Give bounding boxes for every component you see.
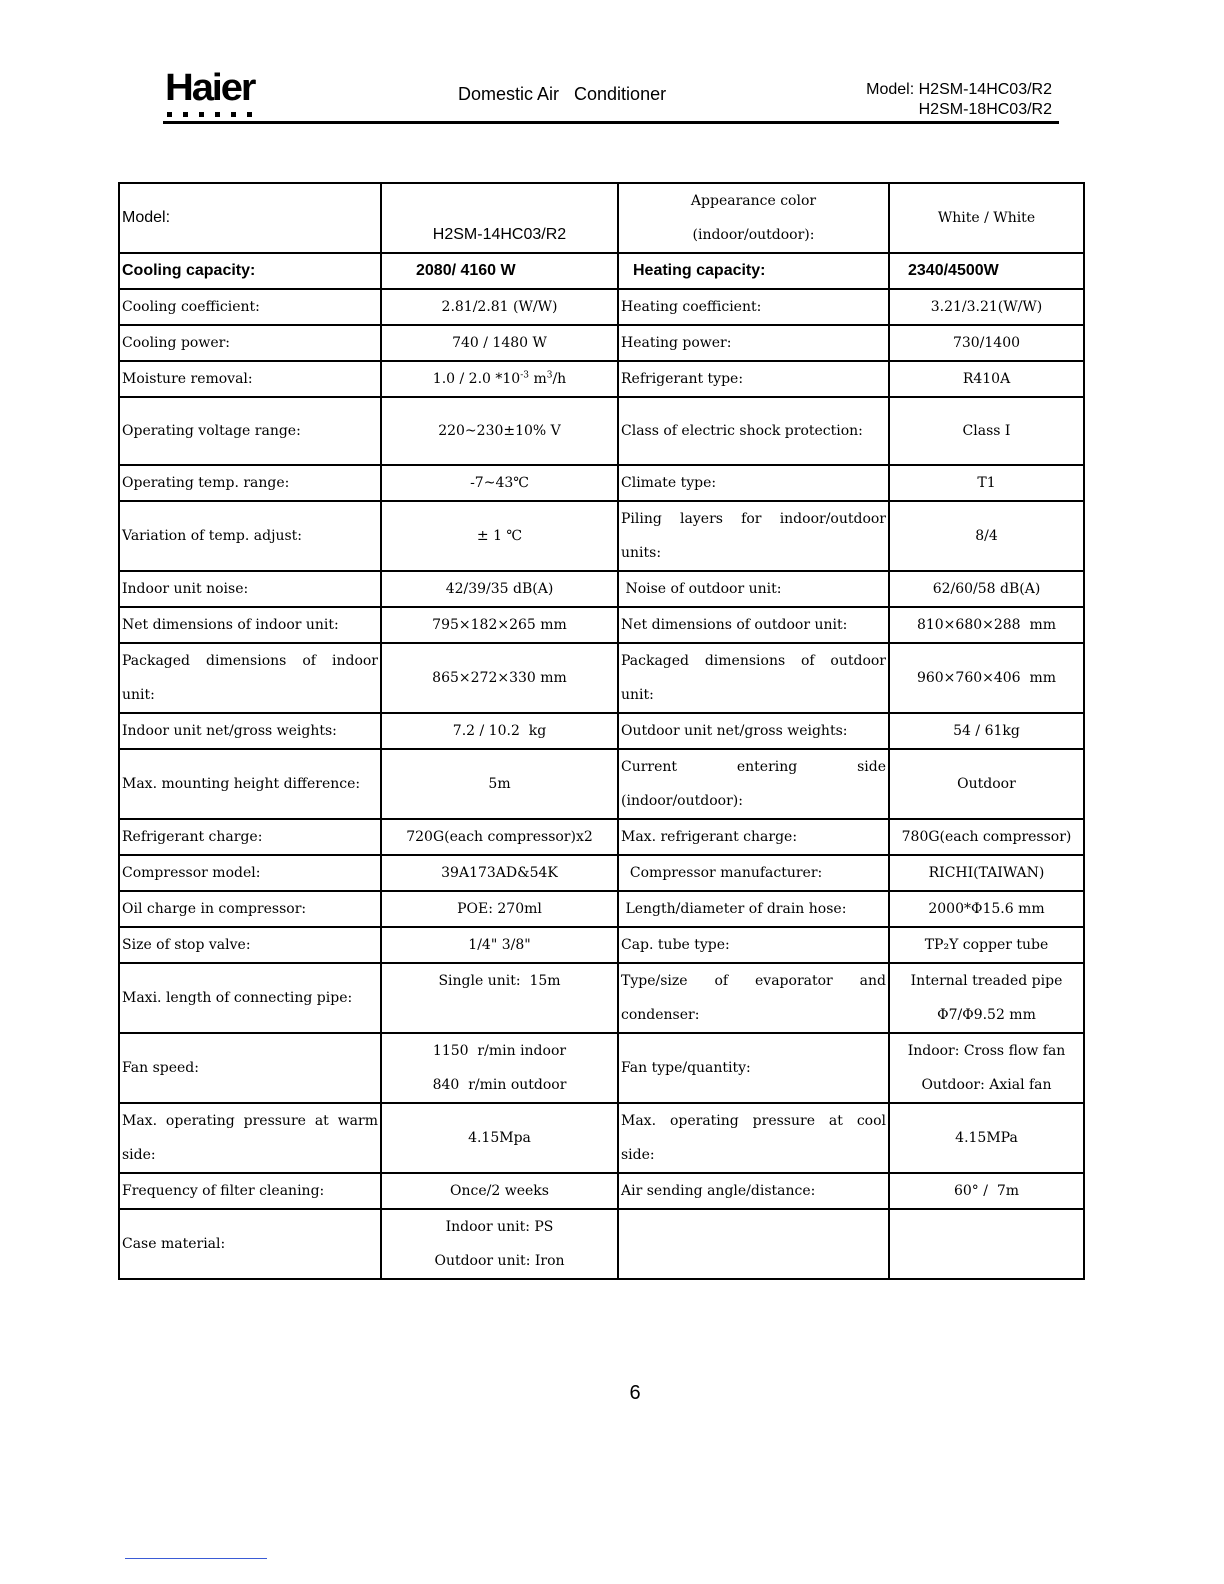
spec-value: R410A	[889, 361, 1084, 397]
spec-value: -7~43℃	[381, 465, 618, 501]
table-row	[119, 963, 1084, 1033]
table-row	[119, 571, 1084, 607]
table-row	[119, 325, 1084, 361]
table-row	[119, 501, 1084, 571]
spec-label: Packaged dimensions of indoor unit:	[119, 643, 381, 713]
page-header	[0, 0, 1224, 130]
spec-label: Operating voltage range:	[119, 397, 381, 465]
spec-value: 2340/4500W	[889, 253, 1084, 289]
spec-label: Refrigerant type:	[618, 361, 889, 397]
haier-logo	[165, 68, 285, 116]
spec-value-line: Internal treaded pipe	[910, 973, 1063, 989]
spec-label: Size of stop valve:	[119, 927, 381, 963]
table-row	[119, 1173, 1084, 1209]
spec-value	[381, 1209, 618, 1279]
table-row	[119, 361, 1084, 397]
spec-label: Cap. tube type:	[618, 927, 889, 963]
spec-value: Once/2 weeks	[381, 1173, 618, 1209]
spec-value: 220~230±10% V	[381, 397, 618, 465]
spec-value: 730/1400	[889, 325, 1084, 361]
spec-value: POE: 270ml	[381, 891, 618, 927]
spec-value: 780G(each compressor)	[889, 819, 1084, 855]
table-row	[119, 819, 1084, 855]
table-row	[119, 1103, 1084, 1173]
table-row	[119, 749, 1084, 819]
spec-label: Maxi. length of connecting pipe:	[119, 963, 381, 1033]
spec-value: 2000*Φ15.6 mm	[889, 891, 1084, 927]
moisture-unit: m	[529, 371, 547, 387]
spec-label-line: Appearance color	[690, 193, 817, 209]
spec-value: 4.15MPa	[889, 1103, 1084, 1173]
spec-label: Fan speed:	[119, 1033, 381, 1103]
spec-value: White / White	[889, 183, 1084, 253]
header-model-line-1: Model: H2SM-14HC03/R2	[866, 81, 1052, 98]
header-rule	[163, 121, 1059, 124]
spec-label: Max. refrigerant charge:	[618, 819, 889, 855]
spec-table	[118, 182, 1085, 1280]
spec-value: Outdoor	[889, 749, 1084, 819]
spec-label: Cooling power:	[119, 325, 381, 361]
spec-label: Piling layers for indoor/outdoor units:	[618, 501, 889, 571]
spec-value: 865×272×330 mm	[381, 643, 618, 713]
spec-label: Heating power:	[618, 325, 889, 361]
spec-value: 39A173AD&54K	[381, 855, 618, 891]
spec-label: Max. operating pressure at warm side:	[119, 1103, 381, 1173]
spec-label: Compressor model:	[119, 855, 381, 891]
header-model-line-2: H2SM-18HC03/R2	[918, 101, 1052, 118]
spec-value: Class I	[889, 397, 1084, 465]
spec-label: Length/diameter of drain hose:	[618, 891, 889, 927]
logo-dots	[167, 104, 267, 112]
table-row	[119, 465, 1084, 501]
spec-label: Noise of outdoor unit:	[618, 571, 889, 607]
spec-label-empty	[618, 1209, 889, 1279]
spec-label: Refrigerant charge:	[119, 819, 381, 855]
table-row	[119, 1033, 1084, 1103]
spec-value-line: Outdoor: Axial fan	[921, 1077, 1052, 1093]
table-row	[119, 1209, 1084, 1279]
spec-value: 4.15Mpa	[381, 1103, 618, 1173]
spec-label: Indoor unit net/gross weights:	[119, 713, 381, 749]
spec-label: Class of electric shock protection:	[618, 397, 889, 465]
spec-value: Single unit: 15m	[381, 963, 618, 1033]
spec-value: 3.21/3.21(W/W)	[889, 289, 1084, 325]
spec-value: 1/4" 3/8"	[381, 927, 618, 963]
spec-value: 5m	[381, 749, 618, 819]
table-row	[119, 855, 1084, 891]
spec-value	[381, 1033, 618, 1103]
spec-label: Fan type/quantity:	[618, 1033, 889, 1103]
table-row	[119, 643, 1084, 713]
spec-value-empty	[889, 1209, 1084, 1279]
footer-rule	[125, 1558, 267, 1559]
spec-label: Cooling capacity:	[119, 253, 381, 289]
spec-value: H2SM-14HC03/R2	[381, 183, 618, 253]
spec-label: Case material:	[119, 1209, 381, 1279]
spec-label: Type/size of evaporator and condenser:	[618, 963, 889, 1033]
brand-name: Haier	[165, 67, 255, 109]
spec-value: RICHI(TAIWAN)	[889, 855, 1084, 891]
spec-value: 720G(each compressor)x2	[381, 819, 618, 855]
document-title: Domestic Air Conditioner	[458, 84, 667, 104]
spec-label: Net dimensions of outdoor unit:	[618, 607, 889, 643]
moisture-value: 1.0 / 2.0 *10	[432, 371, 521, 387]
spec-label: Frequency of filter cleaning:	[119, 1173, 381, 1209]
spec-label: Outdoor unit net/gross weights:	[618, 713, 889, 749]
spec-value: 54 / 61kg	[889, 713, 1084, 749]
spec-label: Net dimensions of indoor unit:	[119, 607, 381, 643]
spec-label: Packaged dimensions of outdoor unit:	[618, 643, 889, 713]
spec-label: Variation of temp. adjust:	[119, 501, 381, 571]
moisture-unit-end: /h	[552, 371, 567, 387]
spec-value: 740 / 1480 W	[381, 325, 618, 361]
spec-value: 2080/ 4160 W	[381, 253, 618, 289]
spec-label: Cooling coefficient:	[119, 289, 381, 325]
page-number: 6	[629, 1382, 641, 1404]
spec-label: Current entering side (indoor/outdoor):	[618, 749, 889, 819]
spec-label: Heating capacity:	[618, 253, 889, 289]
spec-label: Operating temp. range:	[119, 465, 381, 501]
spec-value: T1	[889, 465, 1084, 501]
table-row	[119, 183, 1084, 253]
spec-label: Max. operating pressure at cool side:	[618, 1103, 889, 1173]
spec-value-line: Indoor: Cross flow fan	[907, 1043, 1066, 1059]
spec-label-line: (indoor/outdoor):	[692, 227, 815, 243]
table-row	[119, 397, 1084, 465]
spec-value-line: Indoor unit: PS	[445, 1219, 554, 1235]
spec-value: 795×182×265 mm	[381, 607, 618, 643]
table-row	[119, 289, 1084, 325]
spec-label: Climate type:	[618, 465, 889, 501]
spec-label: Moisture removal:	[119, 361, 381, 397]
header-model-block	[866, 80, 1052, 120]
spec-value: 810×680×288 mm	[889, 607, 1084, 643]
spec-value: ± 1 ℃	[381, 501, 618, 571]
table-row	[119, 927, 1084, 963]
spec-value: 960×760×406 mm	[889, 643, 1084, 713]
spec-value: TP₂Y copper tube	[889, 927, 1084, 963]
spec-value: 42/39/35 dB(A)	[381, 571, 618, 607]
spec-value	[381, 361, 618, 397]
moisture-exponent: -3	[520, 370, 529, 381]
table-row	[119, 891, 1084, 927]
spec-value: 62/60/58 dB(A)	[889, 571, 1084, 607]
spec-label: Air sending angle/distance:	[618, 1173, 889, 1209]
spec-value-line: Outdoor unit: Iron	[434, 1253, 565, 1269]
spec-value: 60° / 7m	[889, 1173, 1084, 1209]
spec-label: Indoor unit noise:	[119, 571, 381, 607]
spec-value	[889, 1033, 1084, 1103]
spec-label: Compressor manufacturer:	[618, 855, 889, 891]
table-row	[119, 713, 1084, 749]
spec-value: 7.2 / 10.2 kg	[381, 713, 618, 749]
spec-label: Max. mounting height difference:	[119, 749, 381, 819]
table-row	[119, 607, 1084, 643]
spec-value-line: Φ7/Φ9.52 mm	[937, 1007, 1036, 1023]
spec-value	[889, 963, 1084, 1033]
spec-value: 2.81/2.81 (W/W)	[381, 289, 618, 325]
spec-value-line: 1150 r/min indoor	[432, 1043, 567, 1059]
spec-label	[618, 183, 889, 253]
spec-value: 8/4	[889, 501, 1084, 571]
moisture-unit-exponent: 3	[546, 370, 553, 381]
spec-value-line: 840 r/min outdoor	[432, 1077, 567, 1093]
spec-label: Model:	[119, 183, 381, 253]
table-row	[119, 253, 1084, 289]
spec-label: Heating coefficient:	[618, 289, 889, 325]
spec-label: Oil charge in compressor:	[119, 891, 381, 927]
